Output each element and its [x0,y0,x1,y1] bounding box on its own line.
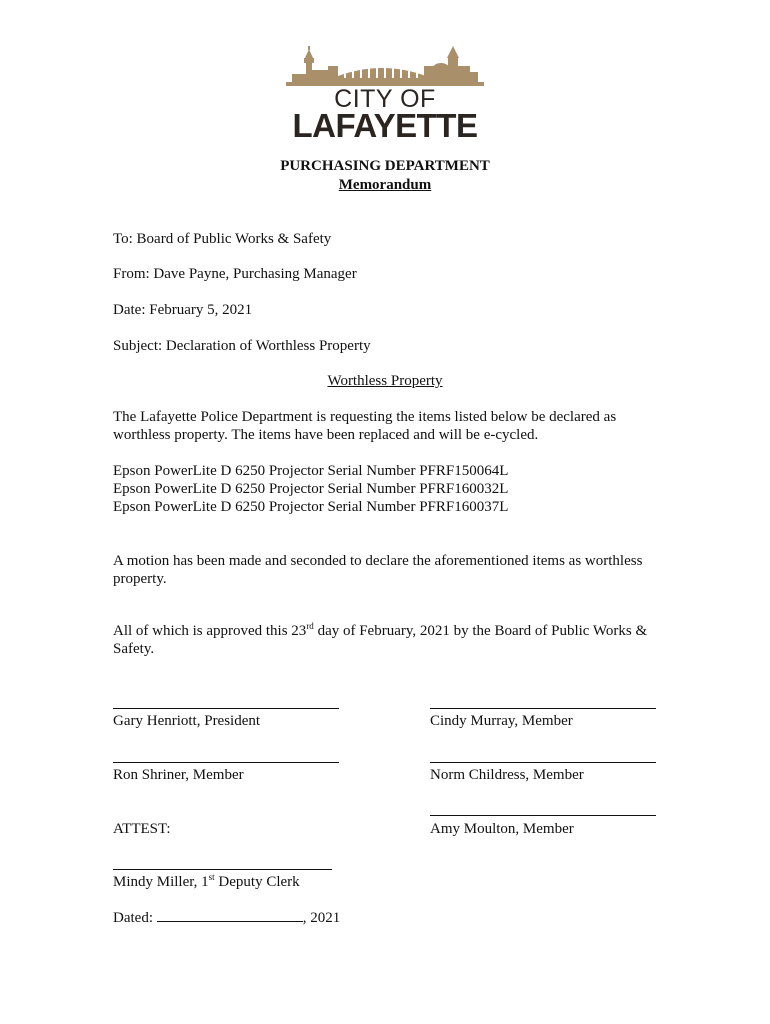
department-heading: PURCHASING DEPARTMENT [280,158,490,174]
signature-line [113,762,339,763]
approval-paragraph [113,622,673,658]
signature-line [113,869,332,870]
section-title: Worthless Property [327,373,443,389]
approval-text: All of which is approved this 23 [113,623,307,639]
to-line: To: Board of Public Works & Safety [113,231,332,247]
dated-label: Dated: [113,910,157,926]
signature-line [430,708,656,709]
dated-line [113,908,340,927]
item-line: Epson PowerLite D 6250 Projector Serial Number PFRF160037L [113,499,509,515]
signatory-name: Amy Moulton, Member [430,821,574,837]
logo-line-city-of: CITY OF [334,85,436,113]
attest-label: ATTEST: [113,821,171,837]
item-line: Epson PowerLite D 6250 Projector Serial Number PFRF150064L [113,463,509,479]
subject-line: Subject: Declaration of Worthless Property [113,338,371,354]
signatory-name: Norm Childress, Member [430,767,584,783]
clerk-title: Deputy Clerk [214,874,300,890]
clerk-suffix: st [208,872,215,882]
day-suffix: rd [306,621,314,631]
memo-title: Memorandum [338,177,432,193]
intro-paragraph: The Lafayette Police Department is requesting the items listed below be declared as worthless property. The items have been replaced and will be e-cycled. [113,409,617,443]
signature-line [430,815,656,816]
signature-line [113,708,339,709]
approval-text-rest: day of February, 2021 by the Board of Public Works & Safety. [113,623,648,657]
city-logo [286,44,484,144]
signatory-name: Gary Henriott, President [113,713,261,729]
motion-paragraph: A motion has been made and seconded to declare the aforementioned items as worthless property. [113,553,643,587]
item-line: Epson PowerLite D 6250 Projector Serial Number PFRF160032L [113,481,509,497]
date-line: Date: February 5, 2021 [113,302,253,318]
dated-blank-field[interactable] [157,908,303,922]
dated-year: , 2021 [302,910,341,926]
from-line: From: Dave Payne, Purchasing Manager [113,266,357,282]
city-skyline-icon [286,44,484,88]
signatory-name: Ron Shriner, Member [113,767,244,783]
signatory-name: Cindy Murray, Member [430,713,573,729]
clerk-name: Mindy Miller, 1 [113,874,209,890]
signature-line [430,762,656,763]
clerk-signatory [113,873,300,891]
logo-line-lafayette: LAFAYETTE [292,107,478,144]
